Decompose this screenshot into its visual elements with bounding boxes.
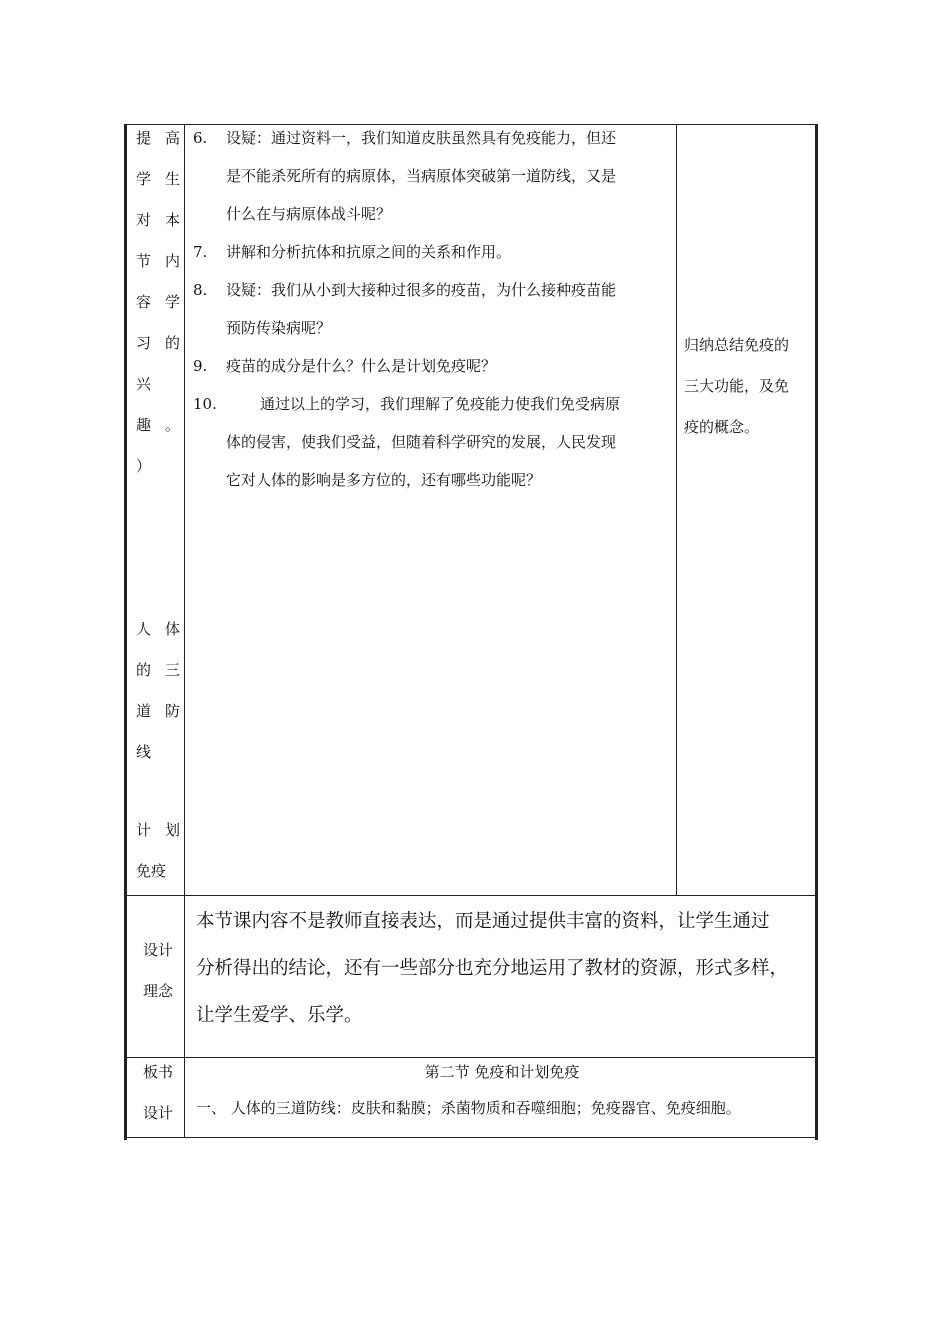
design-concept-label: 设计 理念 xyxy=(142,941,173,1000)
design-concept-text: 本节课内容不是教师直接表达，而是通过提供丰富的资料，让学生通过 分析得出的结论，还有一些部分也充分地运用了教材的资源，形式多样， 让学生爱学、乐学。 xyxy=(196,911,789,1026)
left-line: 计 划 xyxy=(136,821,180,839)
left-line: 线 xyxy=(136,743,152,761)
item-number: 10. xyxy=(193,395,217,413)
list-item: 9. 疫苗的成分是什么？什么是计划免疫呢？ xyxy=(193,347,671,385)
col-divider-2 xyxy=(676,124,677,896)
board-title: 第二节 免疫和计划免疫 xyxy=(424,1063,580,1081)
left-line: 容 学 xyxy=(136,293,180,311)
table-right-border xyxy=(815,124,818,1140)
table-bottom-border xyxy=(125,1137,818,1138)
left-line: 道 防 xyxy=(136,702,180,720)
lesson-steps xyxy=(193,119,671,499)
item-number: 8. xyxy=(193,281,208,299)
row-divider-1 xyxy=(125,895,818,896)
left-line: ） xyxy=(136,457,152,475)
left-column-section-3 xyxy=(136,810,180,892)
left-column-section-2 xyxy=(136,609,180,773)
board-design-label: 板书 设计 xyxy=(142,1063,173,1122)
list-item: 6. 设疑：通过资料一，我们知道皮肤虽然具有免疫能力，但还 是不能杀死所有的病原体，当病原体突破第一道防线，又是 什么在与病原体战斗呢？ xyxy=(193,119,671,233)
item-number: 9. xyxy=(193,357,208,375)
left-line: 免疫 xyxy=(136,862,167,880)
left-line: 对 本 xyxy=(136,211,180,229)
item-number: 7. xyxy=(193,243,208,261)
item-number: 6. xyxy=(193,129,208,147)
list-item: 10. 通过以上的学习，我们理解了免疫能力使我们免受病原 体的侵害，使我们受益，但随着科学研究的发展，人民发现 它对人体的影响是多方位的，还有哪些功能呢？ xyxy=(193,385,671,499)
list-item: 8. 设疑：我们从小到大接种过很多的疫苗，为什么接种疫苗能 预防传染病呢？ xyxy=(193,271,671,347)
list-item: 7. 讲解和分析抗体和抗原之间的关系和作用。 xyxy=(193,233,671,271)
left-line: 学 生 xyxy=(136,170,180,188)
left-line: 趣 。 xyxy=(136,416,180,434)
summary-note: 归纳总结免疫的 三大功能，及免 疫的概念。 xyxy=(684,336,790,436)
left-line: 的 三 xyxy=(136,661,180,679)
left-column-section-1 xyxy=(136,118,180,487)
left-line: 兴 xyxy=(136,375,152,393)
left-line: 提 高 xyxy=(136,129,180,147)
row-divider-2 xyxy=(125,1057,818,1058)
left-line: 人 体 xyxy=(136,620,180,638)
left-line: 节 内 xyxy=(136,252,180,270)
col-divider-1 xyxy=(184,124,185,1138)
left-line: 习 的 xyxy=(136,334,180,352)
board-line: 一、 人体的三道防线：皮肤和黏膜；杀菌物质和吞噬细胞；免疫器官、免疫细胞。 xyxy=(196,1099,741,1117)
table-left-border xyxy=(124,124,127,1140)
